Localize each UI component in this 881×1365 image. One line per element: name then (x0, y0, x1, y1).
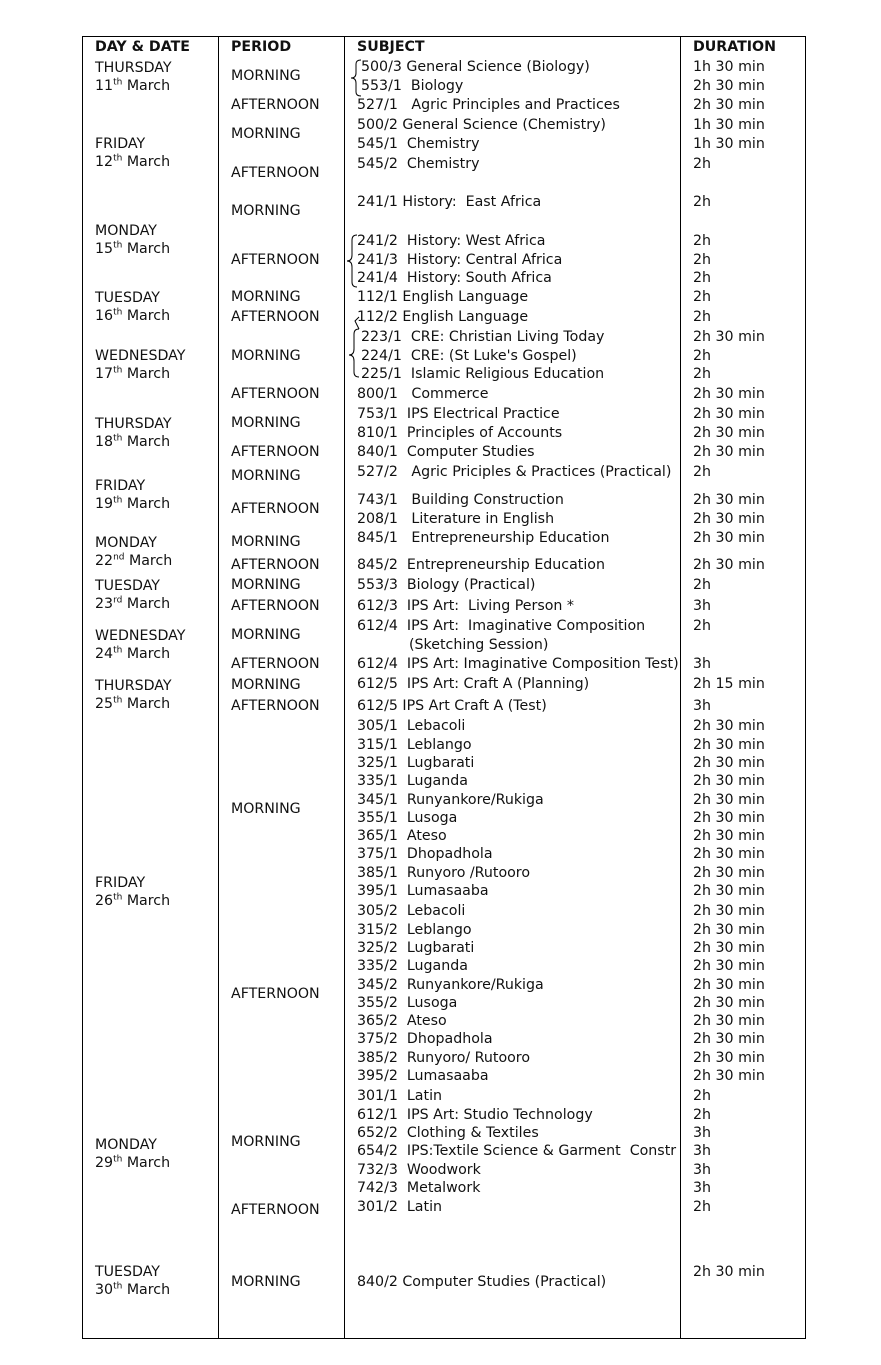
subject-entry: 365/2 Ateso (357, 1013, 447, 1029)
subject-entry: 612/5 IPS Art: Craft A (Planning) (357, 676, 590, 692)
date-month: March (126, 1155, 171, 1171)
period-label: AFTERNOON (231, 165, 320, 181)
duration-value: 1h 30 min (693, 59, 765, 75)
date-month: March (126, 78, 171, 94)
date-month: March (126, 434, 171, 450)
subject-entry: 612/3 IPS Art: Living Person * (357, 598, 575, 614)
subject-entry: 553/1 Biology (361, 78, 464, 94)
period-label: AFTERNOON (231, 986, 320, 1002)
date-number: 12 (95, 154, 114, 170)
subject-entry: 612/5 IPS Art Craft A (Test) (357, 698, 547, 714)
header-day-date: DAY & DATE (95, 39, 190, 55)
duration-value: 3h (693, 1143, 712, 1159)
subject-entry: 840/2 Computer Studies (Practical) (357, 1274, 607, 1290)
duration-value: 2h 30 min (693, 97, 765, 113)
subject-entry: 545/1 Chemistry (357, 136, 480, 152)
date-number: 15 (95, 241, 114, 257)
duration-value: 2h 30 min (693, 977, 765, 993)
date-month: March (126, 241, 171, 257)
date-month: March (126, 893, 171, 909)
day-date (95, 365, 170, 383)
duration-value: 2h 30 min (693, 1050, 765, 1066)
subject-entry: 224/1 CRE: (St Luke's Gospel) (361, 348, 577, 364)
date-suffix: th (113, 240, 123, 251)
subject-entry: 385/2 Runyoro/ Rutooro (357, 1050, 531, 1066)
duration-value: 2h 30 min (693, 846, 765, 862)
date-suffix: rd (113, 595, 123, 606)
subject-entry: 301/1 Latin (357, 1088, 443, 1104)
period-label: MORNING (231, 203, 301, 219)
subject-entry: 753/1 IPS Electrical Practice (357, 406, 560, 422)
day-name: TUESDAY (95, 290, 160, 306)
subject-entry: 241/1 History: East Africa (357, 194, 542, 210)
date-month: March (126, 646, 171, 662)
bracket-icon (344, 233, 358, 289)
duration-value: 2h 30 min (693, 329, 765, 345)
subject-entry: 345/1 Runyankore/Rukiga (357, 792, 544, 808)
duration-value: 2h (693, 618, 712, 634)
duration-value: 3h (693, 656, 712, 672)
duration-value: 2h 15 min (693, 676, 765, 692)
duration-value: 2h 30 min (693, 773, 765, 789)
day-date (95, 645, 170, 663)
duration-value: 2h 30 min (693, 530, 765, 546)
duration-value: 2h 30 min (693, 78, 765, 94)
duration-value: 2h (693, 194, 712, 210)
period-label: MORNING (231, 1274, 301, 1290)
day-date (95, 1154, 170, 1172)
subject-entry: 241/2 History: West Africa (357, 233, 546, 249)
date-number: 18 (95, 434, 114, 450)
date-month: March (126, 154, 171, 170)
period-label: MORNING (231, 677, 301, 693)
date-suffix: th (113, 892, 123, 903)
subject-entry: 742/3 Metalwork (357, 1180, 481, 1196)
period-label: MORNING (231, 534, 301, 550)
date-number: 30 (95, 1282, 114, 1298)
date-number: 11 (95, 78, 114, 94)
day-name: MONDAY (95, 223, 157, 239)
period-label: MORNING (231, 1134, 301, 1150)
bracket-icon (348, 58, 362, 98)
day-date (95, 77, 170, 95)
period-label: AFTERNOON (231, 252, 320, 268)
subject-entry: 612/1 IPS Art: Studio Technology (357, 1107, 593, 1123)
duration-value: 2h 30 min (693, 865, 765, 881)
subject-entry: 800/1 Commerce (357, 386, 489, 402)
duration-value: 1h 30 min (693, 136, 765, 152)
duration-value: 2h 30 min (693, 444, 765, 460)
period-label: MORNING (231, 415, 301, 431)
subject-entry: 612/4 IPS Art: Imaginative Composition (357, 618, 646, 634)
duration-value: 2h 30 min (693, 940, 765, 956)
duration-value: 2h (693, 577, 712, 593)
day-date (95, 307, 170, 325)
duration-value: 2h 30 min (693, 903, 765, 919)
date-month: March (126, 496, 171, 512)
period-label: MORNING (231, 126, 301, 142)
subject-entry: 395/2 Lumasaaba (357, 1068, 489, 1084)
period-label: AFTERNOON (231, 1202, 320, 1218)
date-suffix: th (113, 1281, 123, 1292)
subject-entry: 375/2 Dhopadhola (357, 1031, 493, 1047)
subject-entry: 553/3 Biology (Practical) (357, 577, 536, 593)
column-divider (680, 37, 681, 1338)
duration-value: 2h 30 min (693, 792, 765, 808)
subject-entry: 355/1 Lusoga (357, 810, 458, 826)
duration-value: 2h 30 min (693, 755, 765, 771)
subject-entry: 305/1 Lebacoli (357, 718, 466, 734)
date-suffix: th (113, 695, 123, 706)
date-month: March (126, 1282, 171, 1298)
day-name: TUESDAY (95, 578, 160, 594)
subject-entry: 325/1 Lugbarati (357, 755, 475, 771)
header-subject: SUBJECT (357, 39, 425, 55)
duration-value: 2h 30 min (693, 406, 765, 422)
day-name: FRIDAY (95, 875, 146, 891)
date-month: March (126, 366, 171, 382)
duration-value: 1h 30 min (693, 117, 765, 133)
column-divider (218, 37, 219, 1338)
day-name: TUESDAY (95, 1264, 160, 1280)
day-name: MONDAY (95, 535, 157, 551)
day-name: FRIDAY (95, 478, 146, 494)
period-label: MORNING (231, 468, 301, 484)
subject-entry: 325/2 Lugbarati (357, 940, 475, 956)
period-label: AFTERNOON (231, 309, 320, 325)
day-date (95, 695, 170, 713)
day-date (95, 595, 170, 613)
header-duration: DURATION (693, 39, 776, 55)
date-number: 23 (95, 596, 114, 612)
duration-value: 2h (693, 464, 712, 480)
subject-entry: 208/1 Literature in English (357, 511, 555, 527)
day-name: THURSDAY (95, 416, 172, 432)
duration-value: 2h 30 min (693, 922, 765, 938)
duration-value: 2h (693, 233, 712, 249)
period-label: MORNING (231, 289, 301, 305)
subject-entry: 335/1 Luganda (357, 773, 468, 789)
date-month: March (126, 596, 171, 612)
duration-value: 2h 30 min (693, 718, 765, 734)
duration-value: 2h (693, 309, 712, 325)
date-suffix: th (113, 307, 123, 318)
duration-value: 2h 30 min (693, 557, 765, 573)
day-name: MONDAY (95, 1137, 157, 1153)
date-number: 17 (95, 366, 114, 382)
duration-value: 2h 30 min (693, 492, 765, 508)
subject-entry: 355/2 Lusoga (357, 995, 458, 1011)
period-label: AFTERNOON (231, 444, 320, 460)
duration-value: 2h 30 min (693, 511, 765, 527)
duration-value: 2h (693, 1107, 712, 1123)
subject-entry: 241/4 History: South Africa (357, 270, 552, 286)
subject-entry: 112/1 English Language (357, 289, 529, 305)
day-date (95, 495, 170, 513)
subject-entry: 500/2 General Science (Chemistry) (357, 117, 606, 133)
duration-value: 2h 30 min (693, 995, 765, 1011)
period-label: MORNING (231, 68, 301, 84)
subject-entry: 652/2 Clothing & Textiles (357, 1125, 539, 1141)
date-month: March (126, 696, 171, 712)
header-period: PERIOD (231, 39, 292, 55)
duration-value: 2h 30 min (693, 958, 765, 974)
day-date (95, 433, 170, 451)
date-number: 29 (95, 1155, 114, 1171)
subject-entry: 527/2 Agric Priciples & Practices (Practical) (357, 464, 672, 480)
period-label: MORNING (231, 627, 301, 643)
subject-entry: 395/1 Lumasaaba (357, 883, 489, 899)
subject-entry: 225/1 Islamic Religious Education (361, 366, 605, 382)
duration-value: 2h 30 min (693, 810, 765, 826)
subject-entry: 345/2 Runyankore/Rukiga (357, 977, 544, 993)
duration-value: 2h (693, 1088, 712, 1104)
date-number: 24 (95, 646, 114, 662)
period-label: AFTERNOON (231, 97, 320, 113)
day-date (95, 552, 172, 570)
subject-entry: 743/1 Building Construction (357, 492, 564, 508)
duration-value: 2h 30 min (693, 883, 765, 899)
period-label: AFTERNOON (231, 557, 320, 573)
subject-entry: 315/1 Leblango (357, 737, 472, 753)
period-label: AFTERNOON (231, 656, 320, 672)
date-suffix: th (113, 365, 123, 376)
day-name: THURSDAY (95, 678, 172, 694)
day-date (95, 153, 170, 171)
subject-entry: 375/1 Dhopadhola (357, 846, 493, 862)
subject-entry: 654/2 IPS:Textile Science & Garment Constr (357, 1143, 677, 1159)
date-number: 22 (95, 553, 114, 569)
date-suffix: th (113, 645, 123, 656)
subject-entry: 315/2 Leblango (357, 922, 472, 938)
duration-value: 3h (693, 598, 712, 614)
duration-value: 3h (693, 1180, 712, 1196)
subject-entry: 545/2 Chemistry (357, 156, 480, 172)
duration-value: 2h 30 min (693, 1068, 765, 1084)
period-label: MORNING (231, 577, 301, 593)
day-name: WEDNESDAY (95, 348, 186, 364)
duration-value: 2h 30 min (693, 737, 765, 753)
period-label: MORNING (231, 801, 301, 817)
duration-value: 3h (693, 1125, 712, 1141)
date-suffix: th (113, 153, 123, 164)
period-label: AFTERNOON (231, 698, 320, 714)
date-suffix: nd (113, 552, 125, 563)
subject-entry: 365/1 Ateso (357, 828, 447, 844)
subject-entry: 305/2 Lebacoli (357, 903, 466, 919)
subject-entry: 385/1 Runyoro /Rutooro (357, 865, 531, 881)
subject-entry: 223/1 CRE: Christian Living Today (361, 329, 605, 345)
date-month: March (126, 308, 171, 324)
date-suffix: th (113, 495, 123, 506)
duration-value: 2h (693, 366, 712, 382)
day-name: WEDNESDAY (95, 628, 186, 644)
day-date (95, 240, 170, 258)
duration-value: 2h 30 min (693, 1264, 765, 1280)
subject-entry: 301/2 Latin (357, 1199, 443, 1215)
duration-value: 2h (693, 252, 712, 268)
period-label: AFTERNOON (231, 386, 320, 402)
date-number: 25 (95, 696, 114, 712)
duration-value: 2h (693, 289, 712, 305)
date-number: 26 (95, 893, 114, 909)
duration-value: 3h (693, 1162, 712, 1178)
day-name: FRIDAY (95, 136, 146, 152)
period-label: AFTERNOON (231, 501, 320, 517)
subject-entry: 845/2 Entrepreneurship Education (357, 557, 605, 573)
day-date (95, 892, 170, 910)
date-month: March (129, 553, 173, 569)
day-date (95, 1281, 170, 1299)
subject-entry: 241/3 History: Central Africa (357, 252, 563, 268)
day-name: THURSDAY (95, 60, 172, 76)
duration-value: 2h 30 min (693, 425, 765, 441)
subject-entry: 527/1 Agric Principles and Practices (357, 97, 620, 113)
date-number: 16 (95, 308, 114, 324)
subject-entry: 840/1 Computer Studies (357, 444, 535, 460)
subject-entry: 732/3 Woodwork (357, 1162, 481, 1178)
duration-value: 2h (693, 1199, 712, 1215)
duration-value: 2h 30 min (693, 386, 765, 402)
period-label: AFTERNOON (231, 598, 320, 614)
subject-entry: 112/2 English Language (357, 309, 529, 325)
date-suffix: th (113, 1154, 123, 1165)
subject-entry: 335/2 Luganda (357, 958, 468, 974)
subject-entry: 810/1 Principles of Accounts (357, 425, 563, 441)
duration-value: 2h 30 min (693, 1031, 765, 1047)
bracket-icon (344, 309, 360, 381)
date-suffix: th (113, 77, 123, 88)
duration-value: 2h (693, 270, 712, 286)
date-suffix: th (113, 433, 123, 444)
date-number: 19 (95, 496, 114, 512)
duration-value: 3h (693, 698, 712, 714)
period-label: MORNING (231, 348, 301, 364)
duration-value: 2h (693, 348, 712, 364)
subject-entry: 845/1 Entrepreneurship Education (357, 530, 610, 546)
subject-entry: (Sketching Session) (409, 637, 549, 653)
subject-entry: 500/3 General Science (Biology) (361, 59, 590, 75)
duration-value: 2h 30 min (693, 828, 765, 844)
subject-entry: 612/4 IPS Art: Imaginative Composition Test) (357, 656, 679, 672)
duration-value: 2h 30 min (693, 1013, 765, 1029)
duration-value: 2h (693, 156, 712, 172)
